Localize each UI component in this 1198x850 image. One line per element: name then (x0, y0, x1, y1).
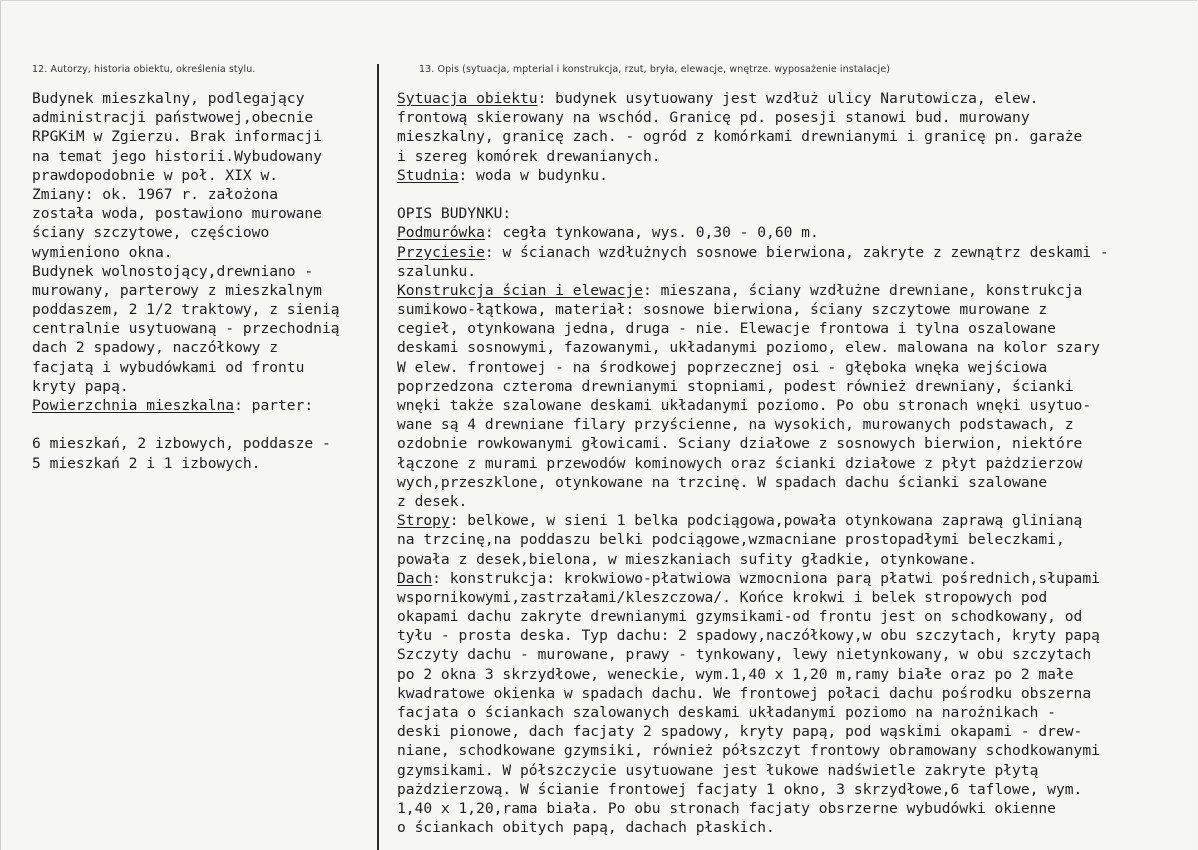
line-text: wych,przeszklone, otynkowane na trzcinę. W spadach dachu ścianki szalowane (397, 473, 1048, 491)
line-text: poddaszem, 2 1/2 traktowy, z sienią (32, 301, 340, 319)
line-text: ściany szczytowe, częściowo (32, 224, 270, 242)
line-text: o ściankach obitych papą, dachach płaskich. (397, 819, 775, 837)
section-label: Powierzchnia mieszkalna (32, 397, 235, 414)
line-text: : belkowe, w sieni 1 belka podciągowa,powała otynkowana zaprawą glinianą (449, 512, 1083, 530)
line-text: Zmiany: ok. 1967 r. założona (32, 185, 279, 203)
line-text: cegieł, otynkowana jedna, druga - nie. Elewacje frontowa i tylna oszalowane (397, 320, 1056, 338)
line-text: OPIS BUDYNKU: (397, 205, 512, 223)
text-line (397, 761, 1109, 780)
text-line (32, 223, 340, 242)
text-line (397, 550, 1109, 569)
line-text: frontową skierowany na wschód. Granicę pd. posesji stanowi bud. murowany (397, 109, 1030, 127)
text-line (397, 588, 1109, 607)
text-line (397, 185, 1109, 204)
line-text: ozdobnie rowkowanymi głowicami. Sciany działowe z sosnowych bierwion, niektóre (397, 435, 1083, 453)
line-text: została woda, postawiono murowane (32, 205, 322, 223)
text-line (32, 434, 340, 453)
text-line (32, 147, 340, 166)
line-text: gzymsikami. W półszczycie usytuowane jest łukowe nadświetle zakryte płytą (397, 761, 1039, 779)
text-line (397, 454, 1109, 473)
line-text: facjata o ściankach szalowanych deskami układanymi poziomo na narożnikach - (397, 704, 1056, 721)
line-text: poprzedzona czteroma drewnianymi stopniami, podest również drewniany, ścianki (397, 377, 1074, 395)
line-text: i szereg komórek drewanianych. (397, 147, 661, 165)
text-line (397, 89, 1109, 108)
text-line (397, 338, 1109, 357)
text-line (397, 243, 1109, 262)
text-line (397, 223, 1109, 242)
line-text: 5 mieszkań 2 i 1 izbowych. (32, 454, 261, 472)
line-text: : konstrukcja: krokwiowo-płatwiowa wzmocniona parą płatwi pośrednich,słupami (432, 569, 1100, 587)
text-line (397, 607, 1109, 626)
section-13-header: 13. Opis (sytuacja, mpterial i konstrukcja, rzut, bryła, elewacje, wnętrze. wyposażenie instalacje) (419, 64, 891, 75)
line-text: na temat jego historii.Wybudowany (32, 147, 322, 165)
text-line (32, 415, 340, 434)
text-line (32, 281, 340, 300)
text-line (32, 89, 340, 108)
text-line (397, 492, 1109, 511)
text-line (397, 434, 1109, 453)
line-text: deski pionowe, dach facjaty 2 spadowy, kryty papą, pod wąskimi okapami - drew- (397, 723, 1083, 741)
line-text: sumikowo-łątkowa, materiał: sosnowe bierwiona, ściany szczytowe murowane z (397, 301, 1048, 319)
text-line (397, 415, 1109, 434)
line-text: Budynek wolnostojący,drewniano - (32, 262, 314, 280)
text-line (397, 780, 1109, 799)
text-line (32, 377, 340, 396)
text-line (32, 396, 340, 415)
text-line (397, 108, 1109, 127)
text-line (397, 799, 1109, 818)
line-text: po 2 okna 3 skrzydłowe, weneckie, wym.1,40 x 1,20 m,ramy białe oraz po 2 małe (397, 665, 1074, 683)
text-line (397, 281, 1109, 300)
text-line (397, 703, 1109, 722)
text-line (32, 108, 340, 127)
section-label: Konstrukcja ścian i elewacje (397, 281, 644, 299)
text-line (32, 262, 340, 281)
section-label: Dach (397, 569, 433, 587)
text-line (32, 358, 340, 377)
line-text: W elew. frontowej - na środkowej poprzecznej osi - głęboka wnęka wejściowa (397, 358, 1048, 376)
line-text: powała z desek,bielona, w mieszkaniach sufity gładkie, otynkowane. (397, 550, 977, 568)
text-line (397, 569, 1109, 588)
line-text: deskami sosnowymi, fazowanymi, układanymi poziomo, elew. malowana na kolor szary (397, 339, 1100, 357)
line-text: prawdopodobnie w poł. XIX w. (32, 166, 279, 184)
column-divider (377, 64, 379, 850)
line-text: z desek. (397, 492, 468, 510)
text-line (397, 684, 1109, 703)
line-text: łączone z murami przewodów kominowych oraz ścianki działowe z płyt pażdzierzow (397, 454, 1083, 472)
text-line (397, 147, 1109, 166)
text-line (32, 127, 340, 146)
line-text: tyłu - prosta deska. Typ dachu: 2 spadowy,naczółkowy,w obu szczytach, kryty papą (397, 627, 1100, 645)
text-line (397, 473, 1109, 492)
text-line (397, 300, 1109, 319)
line-text: na trzcinę,na poddaszu belki podciągowe,wzmacniane prostopadłymi beleczkami, (397, 531, 1065, 549)
line-text: 6 mieszkań, 2 izbowych, poddasze - (32, 435, 331, 453)
line-text: : mieszana, ściany wzdłużne drewniane, konstrukcja (643, 281, 1083, 299)
text-line (397, 127, 1109, 146)
line-text: niane, schodkowane gzymsiki, również półszczyt frontowy obramowany schodkowanymi (397, 742, 1100, 760)
section-12-header: 12. Autorzy, historia obiektu, określenia stylu. (32, 64, 256, 75)
line-text: administracji państwowej,obecnie (32, 109, 314, 127)
line-text: : cegła tynkowana, wys. 0,30 - 0,60 m. (484, 224, 819, 242)
line-text: wane są 4 drewniane filary przyścienne, na wysokich, murowanych podstawach, z (397, 416, 1074, 434)
line-text: : budynek usytuowany jest wzdłuż ulicy Narutowicza, elew. (537, 90, 1039, 107)
section-label: Stropy (397, 512, 450, 530)
text-line (397, 741, 1109, 760)
line-text: RPGKiM w Zgierzu. Brak informacji (32, 128, 322, 146)
line-text: pażdzierzową. W ścianie frontowej facjaty 1 okno, 3 skrzydłowe,6 taflowe, wym. (397, 780, 1083, 798)
text-line (32, 243, 340, 262)
text-line (397, 530, 1109, 549)
description-text-column (397, 89, 1109, 837)
line-text: : w ścianach wzdłużnych sosnowe bierwiona, zakryte z zewnątrz deskami - (484, 243, 1109, 261)
text-line (32, 454, 340, 473)
text-line (397, 665, 1109, 684)
line-text: murowany, parterowy z mieszkalnym (32, 281, 322, 299)
line-text: 1,40 x 1,20,rama biała. Po obu stronach facjaty obsrzerne wybudówki okienne (397, 799, 1056, 817)
section-label: Podmurówka (397, 224, 485, 242)
text-line (397, 204, 1109, 223)
text-line (32, 319, 340, 338)
text-line (397, 358, 1109, 377)
text-line (32, 204, 340, 223)
text-line (397, 166, 1109, 185)
line-text: kwadratowe okienka w spadach dachu. We frontowej połaci dachu pośrodku obszerna (397, 684, 1092, 702)
text-line (397, 626, 1109, 645)
line-text: dach 2 spadowy, naczółkowy z (32, 339, 279, 357)
line-text: : parter: (234, 397, 314, 414)
section-label: Sytuacja obiektu (397, 90, 538, 107)
line-text: wymieniono okna. (32, 243, 173, 261)
text-line (32, 166, 340, 185)
text-line (32, 300, 340, 319)
text-line (397, 396, 1109, 415)
text-line (397, 262, 1109, 281)
line-text: facjatą i wybudówkami od frontu (32, 358, 305, 376)
line-text: wnęki także szalowane deskami układanymi poziomo. Po obu stronach wnęki usytuo- (397, 397, 1092, 414)
text-line (397, 511, 1109, 530)
text-line (32, 338, 340, 357)
line-text: kryty papą. (32, 377, 129, 395)
text-line (32, 185, 340, 204)
section-label: Przyciesie (397, 243, 485, 261)
text-line (397, 377, 1109, 396)
line-text: wspornikowymi,zastrzałami/kleszczowa/. Końce krokwi i belek stropowych pod (397, 588, 1048, 606)
line-text: Szczyty dachu - murowane, prawy - tynkowany, lewy nietynkowany, w obu szczytach (397, 646, 1092, 664)
section-label: Studnia (397, 166, 459, 184)
line-text: : woda w budynku. (458, 166, 608, 184)
history-text-column (32, 89, 340, 473)
text-line (397, 645, 1109, 664)
text-line (397, 722, 1109, 741)
text-line (397, 319, 1109, 338)
text-line (397, 818, 1109, 837)
line-text: Budynek mieszkalny, podlegający (32, 90, 305, 107)
line-text: centralnie usytuowaną - przechodnią (32, 320, 340, 338)
line-text: szalunku. (397, 262, 477, 280)
line-text: mieszkalny, granicę zach. - ogród z komórkami drewnianymi i granicę pn. garaże (397, 128, 1083, 146)
line-text: okapami dachu zakryte drewnianymi gzymsikami-od frontu jest on schodkowany, od (397, 608, 1083, 626)
